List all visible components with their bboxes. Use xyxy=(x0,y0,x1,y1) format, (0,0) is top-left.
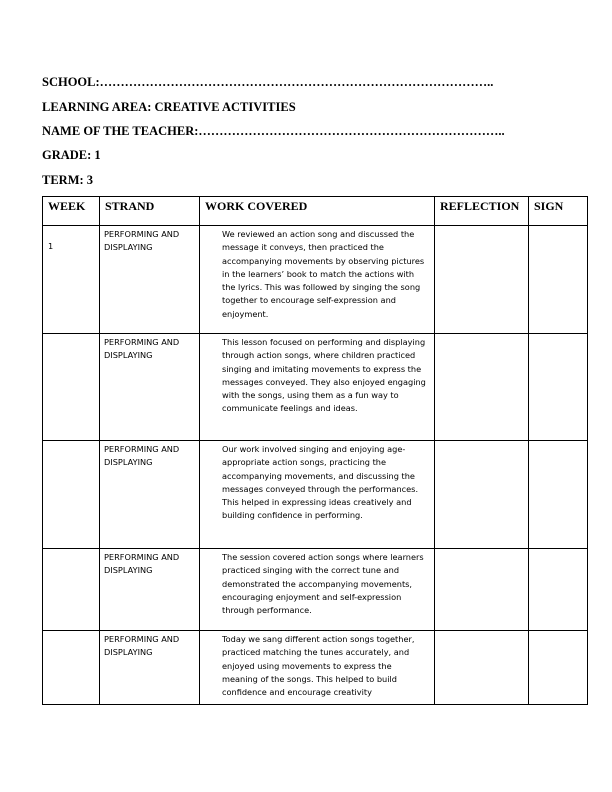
term-line: TERM: 3 xyxy=(42,173,94,187)
strand-cell: PERFORMING AND DISPLAYING xyxy=(100,631,200,705)
reflection-cell xyxy=(435,549,529,631)
sign-cell xyxy=(529,631,588,705)
table-header-row xyxy=(43,197,588,226)
column-header-reflection: REFLECTION xyxy=(435,197,529,226)
strand-cell: PERFORMING AND DISPLAYING xyxy=(100,334,200,441)
strand-cell: PERFORMING AND DISPLAYING xyxy=(100,226,200,334)
teacher-name-line: NAME OF THE TEACHER:……………………………………………………………….. xyxy=(42,124,505,138)
work-covered-cell: Today we sang different action songs together, practiced matching the tunes accurately, and enjoyed using movements to express the meaning of the songs. This helped to build confidence and encourage creativity xyxy=(200,631,435,705)
reflection-cell xyxy=(435,334,529,441)
week-cell xyxy=(43,631,100,705)
sign-cell xyxy=(529,441,588,549)
week-cell: 1 xyxy=(43,226,100,334)
column-header-strand: STRAND xyxy=(100,197,200,226)
sign-cell xyxy=(529,334,588,441)
learning-area-line: LEARNING AREA: CREATIVE ACTIVITIES xyxy=(42,100,296,114)
week-cell xyxy=(43,441,100,549)
school-line: SCHOOL:………………………………………………………………………………….. xyxy=(42,75,494,89)
sign-cell xyxy=(529,549,588,631)
table-row xyxy=(43,334,588,441)
work-covered-cell: We reviewed an action song and discussed the message it conveys, then practiced the accompanying movements by observing pictures in the learners’ book to match the actions with the lyrics. This was followed by singing the song together to encourage self-expression and enjoyment. xyxy=(200,226,435,334)
strand-cell: PERFORMING AND DISPLAYING xyxy=(100,441,200,549)
work-covered-cell: This lesson focused on performing and displaying through action songs, where children practiced singing and imitating movements to express the messages conveyed. They also enjoyed engaging with the songs, using them as a fun way to communicate feelings and ideas. xyxy=(200,334,435,441)
work-covered-cell: Our work involved singing and enjoying age-appropriate action songs, practicing the accompanying movements, and discussing the messages conveyed through the performances. This helped in expressing ideas creatively and building confidence in performing. xyxy=(200,441,435,549)
reflection-cell xyxy=(435,441,529,549)
strand-cell: PERFORMING AND DISPLAYING xyxy=(100,549,200,631)
table-row xyxy=(43,226,588,334)
week-cell xyxy=(43,549,100,631)
table-row xyxy=(43,441,588,549)
column-header-work-covered: WORK COVERED xyxy=(200,197,435,226)
reflection-cell xyxy=(435,226,529,334)
sign-cell xyxy=(529,226,588,334)
column-header-sign: SIGN xyxy=(529,197,588,226)
work-covered-cell: The session covered action songs where learners practiced singing with the correct tune and demonstrated the accompanying movements, encouraging enjoyment and self-expression through performance. xyxy=(200,549,435,631)
reflection-cell xyxy=(435,631,529,705)
column-header-week: WEEK xyxy=(43,197,100,226)
week-cell xyxy=(43,334,100,441)
scheme-of-work-table xyxy=(42,196,588,705)
table-row xyxy=(43,631,588,705)
table-row xyxy=(43,549,588,631)
grade-line: GRADE: 1 xyxy=(42,148,101,162)
